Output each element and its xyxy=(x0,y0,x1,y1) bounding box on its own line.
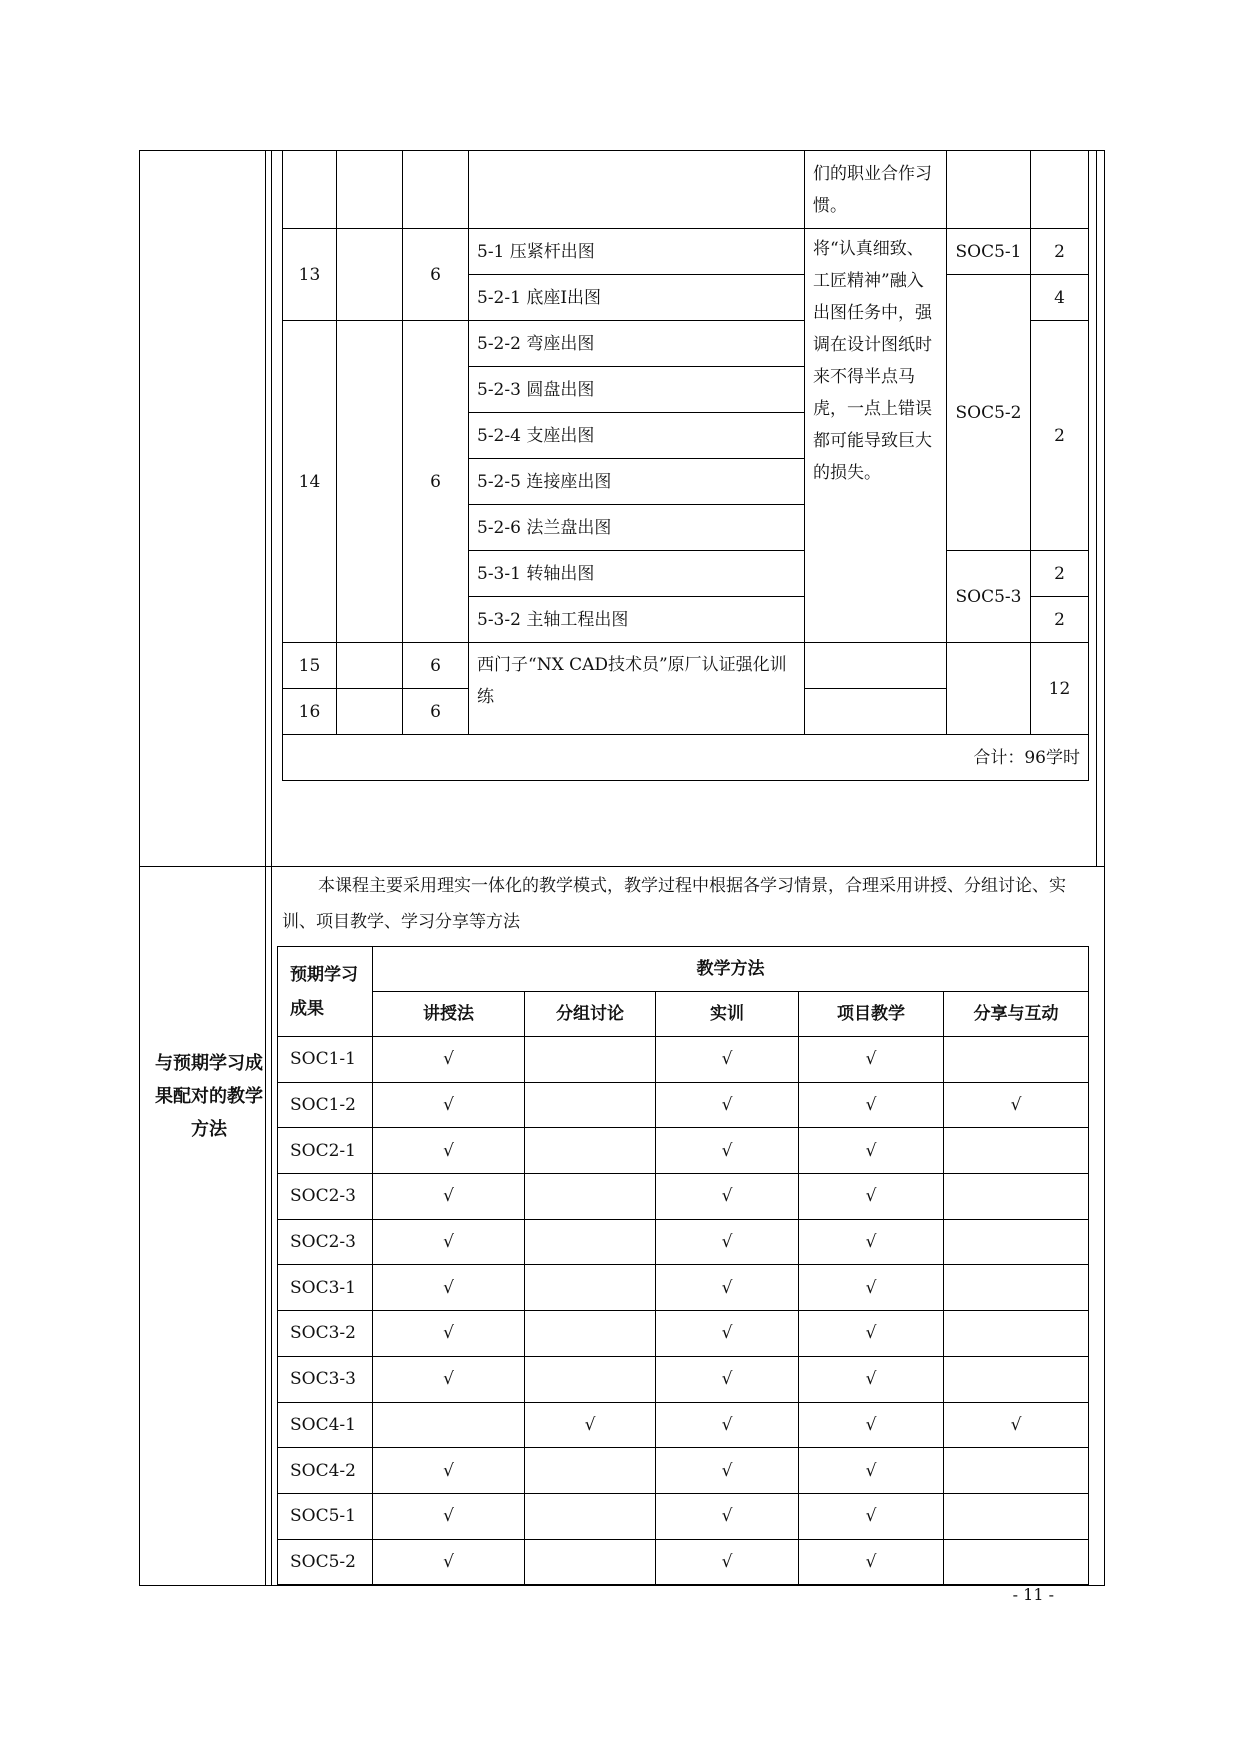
table-row xyxy=(278,1448,1089,1494)
check-mark-cell xyxy=(525,1448,656,1494)
check-mark-cell: √ xyxy=(656,1174,799,1220)
check-mark-cell xyxy=(525,1128,656,1174)
intro-paragraph: 本课程主要采用理实一体化的教学模式，教学过程中根据各学习情景，合理采用讲授、分组讨论、实训、项目教学、学习分享等方法 xyxy=(282,876,1066,932)
check-mark-cell: √ xyxy=(656,1402,799,1448)
outcome-cell: SOC5-1 xyxy=(947,229,1031,275)
table-row xyxy=(278,1037,1089,1083)
check-mark-cell xyxy=(525,1493,656,1539)
check-mark-cell: √ xyxy=(799,1311,944,1357)
task-hours-cell: 12 xyxy=(1031,643,1089,735)
table-row xyxy=(283,151,1089,229)
check-mark-cell: √ xyxy=(656,1493,799,1539)
week-cell: 16 xyxy=(283,689,337,735)
table-row xyxy=(278,1493,1089,1539)
check-mark-cell: √ xyxy=(799,1219,944,1265)
check-mark-cell: √ xyxy=(799,1128,944,1174)
check-mark-cell: √ xyxy=(656,1356,799,1402)
check-mark-cell xyxy=(525,1174,656,1220)
check-mark-cell: √ xyxy=(799,1493,944,1539)
section-side-label: 与预期学习成果配对的教学方法 xyxy=(155,1053,263,1140)
outcome-header: 预期学习成果 xyxy=(278,947,373,1037)
check-mark-cell: √ xyxy=(373,1174,525,1220)
total-cell: 合计：96学时 xyxy=(283,735,1089,781)
check-mark-cell xyxy=(944,1128,1089,1174)
check-mark-cell: √ xyxy=(799,1356,944,1402)
hours-cell: 6 xyxy=(403,643,469,689)
check-mark-cell xyxy=(944,1219,1089,1265)
label-column-divider xyxy=(265,150,266,1586)
table-row xyxy=(283,735,1089,781)
methods-table xyxy=(277,946,1089,1585)
check-mark-cell xyxy=(944,1539,1089,1585)
check-mark-cell: √ xyxy=(373,1037,525,1083)
section-divider xyxy=(139,866,1105,867)
outcome-cell: SOC2-3 xyxy=(278,1219,373,1265)
column-header: 分享与互动 xyxy=(944,992,1089,1037)
task-cell: 5-2-5 连接座出图 xyxy=(469,459,805,505)
check-mark-cell: √ xyxy=(373,1539,525,1585)
task-hours-cell: 2 xyxy=(1031,229,1089,275)
task-hours-cell: 4 xyxy=(1031,275,1089,321)
check-mark-cell xyxy=(944,1311,1089,1357)
inner-left-divider xyxy=(271,150,272,1586)
check-mark-cell: √ xyxy=(944,1402,1089,1448)
check-mark-cell xyxy=(525,1037,656,1083)
check-mark-cell xyxy=(525,1219,656,1265)
outcome-cell: SOC1-1 xyxy=(278,1037,373,1083)
check-mark-cell xyxy=(525,1539,656,1585)
check-mark-cell: √ xyxy=(656,1265,799,1311)
outcome-cell: SOC4-2 xyxy=(278,1448,373,1494)
task-cell: 5-2-1 底座Ⅰ出图 xyxy=(469,275,805,321)
table-row xyxy=(278,1082,1089,1128)
check-mark-cell: √ xyxy=(656,1448,799,1494)
table-row xyxy=(278,1311,1089,1357)
task-cell: 5-2-4 支座出图 xyxy=(469,413,805,459)
table-row xyxy=(278,1265,1089,1311)
check-mark-cell xyxy=(525,1082,656,1128)
task-cell: 5-3-2 主轴工程出图 xyxy=(469,597,805,643)
check-mark-cell xyxy=(944,1174,1089,1220)
check-mark-cell: √ xyxy=(373,1356,525,1402)
table-row xyxy=(278,1402,1089,1448)
column-header: 实训 xyxy=(656,992,799,1037)
check-mark-cell: √ xyxy=(373,1311,525,1357)
check-mark-cell: √ xyxy=(656,1219,799,1265)
check-mark-cell xyxy=(525,1265,656,1311)
check-mark-cell: √ xyxy=(373,1219,525,1265)
week-cell: 15 xyxy=(283,643,337,689)
check-mark-cell xyxy=(944,1265,1089,1311)
table-row xyxy=(283,229,1089,275)
task-hours-cell: 2 xyxy=(1031,321,1089,551)
table-row xyxy=(283,643,1089,689)
check-mark-cell xyxy=(525,1356,656,1402)
outcome-cell: SOC5-2 xyxy=(947,275,1031,551)
column-header: 分组讨论 xyxy=(525,992,656,1037)
check-mark-cell: √ xyxy=(373,1128,525,1174)
check-mark-cell xyxy=(944,1037,1089,1083)
task-cell: 5-2-3 圆盘出图 xyxy=(469,367,805,413)
check-mark-cell: √ xyxy=(656,1037,799,1083)
check-mark-cell: √ xyxy=(799,1174,944,1220)
check-mark-cell: √ xyxy=(799,1037,944,1083)
outcome-cell: SOC5-2 xyxy=(278,1539,373,1585)
check-mark-cell: √ xyxy=(373,1448,525,1494)
check-mark-cell: √ xyxy=(944,1082,1089,1128)
outcome-cell: SOC1-2 xyxy=(278,1082,373,1128)
table-row xyxy=(278,1219,1089,1265)
check-mark-cell: √ xyxy=(656,1082,799,1128)
schedule-table xyxy=(282,150,1089,781)
task-cell: 5-1 压紧杆出图 xyxy=(469,229,805,275)
task-cell: 5-2-6 法兰盘出图 xyxy=(469,505,805,551)
check-mark-cell: √ xyxy=(656,1128,799,1174)
column-header: 讲授法 xyxy=(373,992,525,1037)
check-mark-cell xyxy=(944,1448,1089,1494)
table-row xyxy=(278,1356,1089,1402)
task-cell: 5-2-2 弯座出图 xyxy=(469,321,805,367)
outcome-cell: SOC3-1 xyxy=(278,1265,373,1311)
check-mark-cell xyxy=(944,1493,1089,1539)
outcome-cell: SOC3-2 xyxy=(278,1311,373,1357)
hours-cell: 6 xyxy=(403,321,469,643)
column-header: 项目教学 xyxy=(799,992,944,1037)
page-number: - 11 - xyxy=(1012,1585,1054,1604)
check-mark-cell xyxy=(373,1402,525,1448)
check-mark-cell: √ xyxy=(656,1539,799,1585)
task-cell: 5-3-1 转轴出图 xyxy=(469,551,805,597)
week-cell: 13 xyxy=(283,229,337,321)
outcome-cell: SOC5-1 xyxy=(278,1493,373,1539)
check-mark-cell xyxy=(525,1311,656,1357)
outcome-cell: SOC2-3 xyxy=(278,1174,373,1220)
check-mark-cell: √ xyxy=(525,1402,656,1448)
hours-cell: 6 xyxy=(403,689,469,735)
table-row xyxy=(278,947,1089,992)
ideology-cell: 们的职业合作习惯。 xyxy=(805,151,947,229)
hours-cell: 6 xyxy=(403,229,469,321)
table-row xyxy=(278,1539,1089,1585)
methods-header: 教学方法 xyxy=(373,947,1089,992)
check-mark-cell: √ xyxy=(373,1493,525,1539)
ideology-cell: 将“认真细致、工匠精神”融入出图任务中，强调在设计图纸时来不得半点马虎，一点上错误都可能导致巨大的损失。 xyxy=(805,229,947,643)
check-mark-cell: √ xyxy=(799,1448,944,1494)
right-inner-divider xyxy=(1096,150,1097,866)
week-cell: 14 xyxy=(283,321,337,643)
check-mark-cell: √ xyxy=(799,1082,944,1128)
check-mark-cell: √ xyxy=(799,1402,944,1448)
outcome-cell: SOC3-3 xyxy=(278,1356,373,1402)
check-mark-cell: √ xyxy=(373,1265,525,1311)
table-row xyxy=(278,992,1089,1037)
check-mark-cell: √ xyxy=(799,1265,944,1311)
check-mark-cell: √ xyxy=(656,1311,799,1357)
outcome-cell: SOC4-1 xyxy=(278,1402,373,1448)
check-mark-cell: √ xyxy=(799,1539,944,1585)
check-mark-cell xyxy=(944,1356,1089,1402)
task-hours-cell: 2 xyxy=(1031,597,1089,643)
outcome-cell: SOC5-3 xyxy=(947,551,1031,643)
table-row xyxy=(278,1174,1089,1220)
outcome-cell: SOC2-1 xyxy=(278,1128,373,1174)
check-mark-cell: √ xyxy=(373,1082,525,1128)
table-row xyxy=(278,1128,1089,1174)
task-hours-cell: 2 xyxy=(1031,551,1089,597)
task-cell: 西门子“NX CAD技术员”原厂认证强化训练 xyxy=(469,643,805,735)
